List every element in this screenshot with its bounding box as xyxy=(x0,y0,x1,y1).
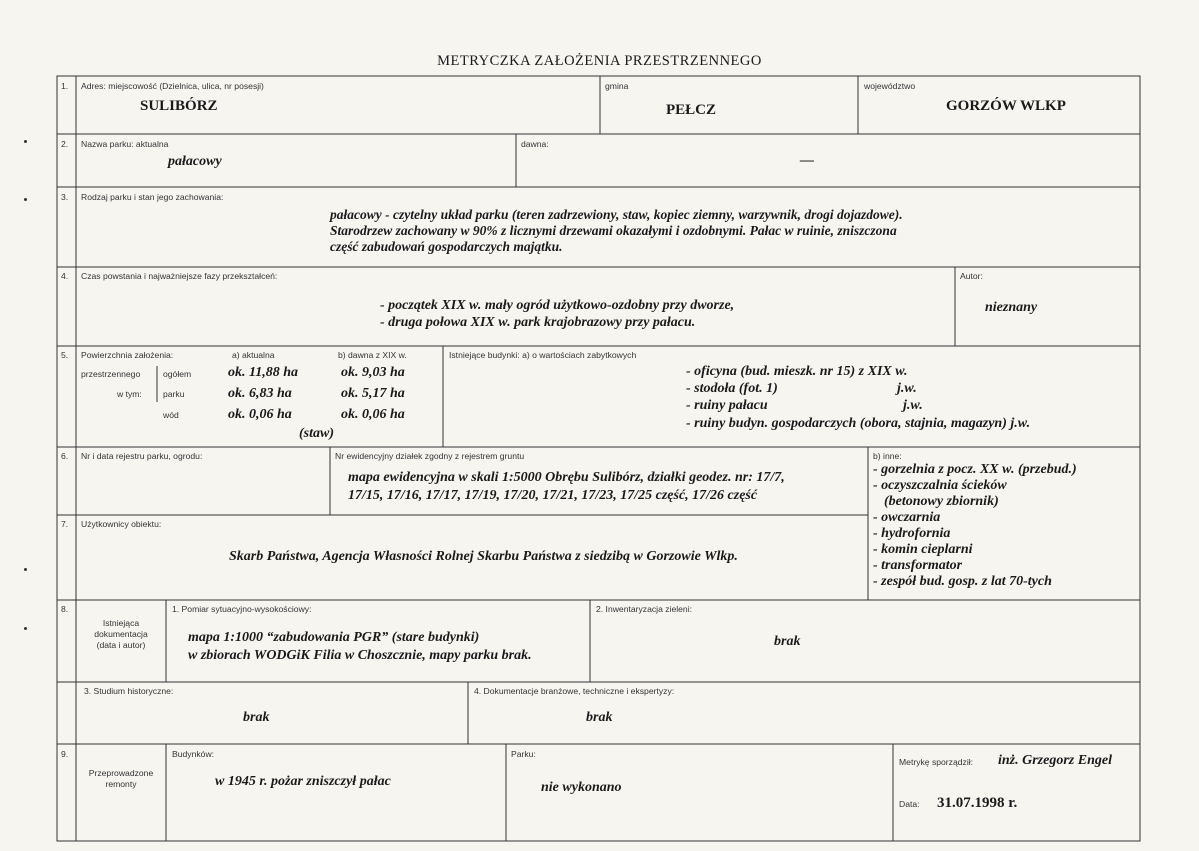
branch-docs-value: brak xyxy=(586,710,613,725)
row-number: 1. xyxy=(61,81,69,91)
area-row-total-sub: ogółem xyxy=(163,369,192,379)
building-item: - ruiny budyn. gospodarczych (obora, stajnia, magazyn) j.w. xyxy=(686,416,1031,431)
survey-line-1: mapa 1:1000 “zabudowania PGR” (stare budynki) xyxy=(188,630,480,645)
prepared-by-value: inż. Grzegorz Engel xyxy=(998,753,1112,768)
prepared-by-label: Metrykę sporządził: xyxy=(899,757,974,767)
greenery-label: 2. Inwentaryzacja zieleni: xyxy=(596,604,693,614)
park-type-label: Rodzaj parku i stan jego zachowania: xyxy=(81,192,224,202)
scan-speck xyxy=(24,140,27,143)
park-name-value: pałacowy xyxy=(168,154,222,169)
renovation-park-label: Parku: xyxy=(511,749,536,759)
renovations-label-line: remonty xyxy=(105,779,137,789)
scan-speck xyxy=(24,627,27,630)
building-item-note: j.w. xyxy=(897,381,917,396)
plots-line-2: 17/15, 17/16, 17/17, 17/19, 17/20, 17/21, 17/23, 17/25 część, 17/26 część xyxy=(348,488,758,503)
other-building-item: - owczarnia xyxy=(873,510,941,525)
other-building-item: - gorzelnia z pocz. XX w. (przebud.) xyxy=(873,462,1077,477)
area-row-park-label: parku xyxy=(163,389,185,399)
author-label: Autor: xyxy=(960,271,983,281)
former-name-label: dawna: xyxy=(521,139,549,149)
building-item: - ruiny pałacu xyxy=(686,398,768,413)
row-number: 4. xyxy=(61,271,69,281)
park-type-line-2: Starodrzew zachowany w 90% z licznymi drzewami okazałymi i ozdobnymi. Pałac w ruinie, zniszczona xyxy=(330,223,897,238)
survey-label: 1. Pomiar sytuacyjno-wysokościowy: xyxy=(172,604,312,614)
row-number: 2. xyxy=(61,139,69,149)
building-item: - oficyna (bud. mieszk. nr 15) z XIX w. xyxy=(686,364,908,379)
documentation-label-line: dokumentacja xyxy=(94,629,148,639)
documentation-label-line: (data i autor) xyxy=(96,640,146,650)
author-value: nieznany xyxy=(985,300,1038,315)
scan-speck xyxy=(24,198,27,201)
renovation-buildings-label: Budynków: xyxy=(172,749,215,759)
area-row-total-label: przestrzennego xyxy=(81,369,141,379)
row-number: 7. xyxy=(61,519,69,529)
historical-study-label: 3. Studium historyczne: xyxy=(84,686,174,696)
building-item-note: j.w. xyxy=(903,398,923,413)
survey-line-2: w zbiorach WODGiK Filia w Choszcznie, mapy parku brak. xyxy=(188,648,532,663)
area-water-current: ok. 0,06 ha xyxy=(228,407,292,422)
other-building-item: - transformator xyxy=(873,558,963,573)
former-name-value: — xyxy=(800,153,814,168)
history-phases-label: Czas powstania i najważniejsze fazy przekształceń: xyxy=(81,271,278,281)
greenery-value: brak xyxy=(774,634,801,649)
area-label: Powierzchnia założenia: xyxy=(81,350,174,360)
history-phase-1: - początek XIX w. mały ogród użytkowo-ozdobny przy dworze, xyxy=(380,298,735,313)
area-total-former: ok. 9,03 ha xyxy=(341,365,405,380)
other-building-item: (betonowy zbiornik) xyxy=(884,494,999,509)
buildings-label: Istniejące budynki: a) o wartościach zabytkowych xyxy=(449,350,637,360)
area-total-current: ok. 11,88 ha xyxy=(228,365,299,380)
row-number: 6. xyxy=(61,451,69,461)
building-item: - stodoła (fot. 1) xyxy=(686,381,778,396)
renovation-buildings-value: w 1945 r. pożar zniszczył pałac xyxy=(215,774,391,789)
documentation-label xyxy=(78,618,164,651)
other-building-item: - komin cieplarni xyxy=(873,542,973,557)
area-col-former: b) dawna z XIX w. xyxy=(338,350,407,360)
row-number: 9. xyxy=(61,749,69,759)
plots-label: Nr ewidencyjny działek zgodny z rejestrem gruntu xyxy=(335,451,525,461)
other-building-item: - zespół bud. gosp. z lat 70-tych xyxy=(873,574,1052,589)
history-phase-2: - druga połowa XIX w. park krajobrazowy przy pałacu. xyxy=(380,315,696,330)
users-label: Użytkownicy obiektu: xyxy=(81,519,162,529)
area-park-current: ok. 6,83 ha xyxy=(228,386,292,401)
voivodeship-value: GORZÓW WLKP xyxy=(946,98,1066,114)
gmina-value: PEŁCZ xyxy=(666,102,717,118)
other-buildings-label: b) inne: xyxy=(873,451,902,461)
form-title: METRYCZKA ZAŁOŻENIA PRZESTRZENNEGO xyxy=(437,53,762,69)
date-value: 31.07.1998 r. xyxy=(937,795,1018,811)
row-number: 5. xyxy=(61,350,69,360)
address-label: Adres: miejscowość (Dzielnica, ulica, nr posesji) xyxy=(81,81,264,91)
gmina-label: gmina xyxy=(605,81,629,91)
park-type-line-3: część zabudowań gospodarczych majątku. xyxy=(330,239,563,254)
row-number: 3. xyxy=(61,192,69,202)
branch-docs-label: 4. Dokumentacje branżowe, techniczne i ekspertyzy: xyxy=(474,686,675,696)
scan-speck xyxy=(24,568,27,571)
plots-line-1: mapa ewidencyjna w skali 1:5000 Obrębu Sulibórz, działki geodez. nr: 17/7, xyxy=(348,470,785,485)
park-name-label: Nazwa parku: aktualna xyxy=(81,139,169,149)
other-building-item: - hydrofornia xyxy=(873,526,951,541)
historical-study-value: brak xyxy=(243,710,270,725)
area-in-label: w tym: xyxy=(117,389,142,399)
area-park-former: ok. 5,17 ha xyxy=(341,386,405,401)
other-building-item: - oczyszczalnia ścieków xyxy=(873,478,1007,493)
voivodeship-label: województwo xyxy=(864,81,916,91)
renovations-label xyxy=(78,768,164,790)
documentation-label-line: Istniejąca xyxy=(102,618,140,628)
row-number: 8. xyxy=(61,604,69,614)
date-label: Data: xyxy=(899,799,920,809)
area-water-note: (staw) xyxy=(299,426,334,441)
park-type-line-1: pałacowy - czytelny układ parku (teren zadrzewiony, staw, kopiec ziemny, warzywnik, drogi dojazdowe). xyxy=(330,207,903,222)
register-label: Nr i data rejestru parku, ogrodu: xyxy=(81,451,203,461)
area-row-water-label: wód xyxy=(163,410,179,420)
renovation-park-value: nie wykonano xyxy=(541,780,622,795)
area-col-current: a) aktualna xyxy=(232,350,275,360)
users-value: Skarb Państwa, Agencja Własności Rolnej Skarbu Państwa z siedzibą w Gorzowie Wlkp. xyxy=(229,549,738,564)
renovations-label-line: Przeprowadzone xyxy=(88,768,154,778)
area-water-former: ok. 0,06 ha xyxy=(341,407,405,422)
address-value: SULIBÓRZ xyxy=(140,98,218,114)
